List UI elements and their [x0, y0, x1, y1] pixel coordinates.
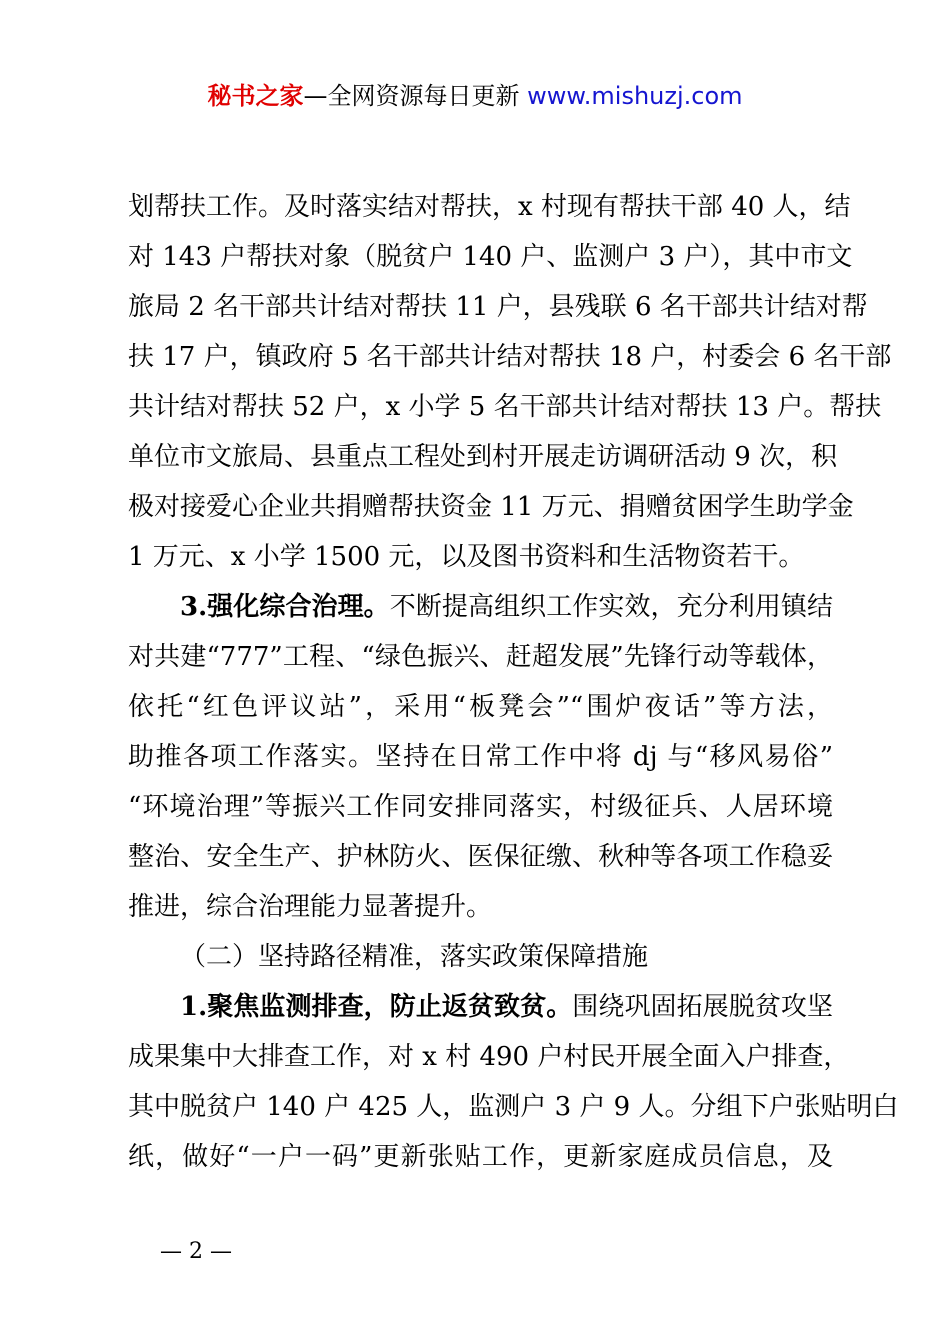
text-line: 极对接爱心企业共捐赠帮扶资金 11 万元、捐赠贫困学生助学金: [128, 492, 854, 522]
text-line: 成果集中大排查工作，对 x 村 490 户村民开展全面入户排查，: [128, 1042, 850, 1072]
paragraph-text: 围绕巩固拓展脱贫攻坚: [572, 992, 833, 1022]
text-line: 划帮扶工作。及时落实结对帮扶，x 村现有帮扶干部 40 人，结: [128, 192, 851, 222]
text-line: 推进，综合治理能力显著提升。: [128, 892, 493, 922]
text-line: 对共建“777”工程、“绿色振兴、赶超发展”先锋行动等载体，: [128, 642, 833, 672]
paragraph-text: 不断提高组织工作实效，充分利用镇结: [389, 592, 833, 622]
text-line: 1 万元、x 小学 1500 元，以及图书资料和生活物资若干。: [128, 542, 805, 572]
text-line: “环境治理”等振兴工作同安排同落实，村级征兵、人居环境: [128, 792, 833, 822]
paragraph-first-line: [128, 982, 833, 1032]
text-line: 助推各项工作落实。坚持在日常工作中将 dj 与“移风易俗”: [128, 742, 833, 772]
paragraph-first-line: [128, 582, 833, 632]
paragraph-heading: 3.强化综合治理。: [180, 592, 390, 622]
text-line: 纸，做好“一户一码”更新张贴工作，更新家庭成员信息，及: [128, 1142, 833, 1172]
text-line: 单位市文旅局、县重点工程处到村开展走访调研活动 9 次，积: [128, 442, 838, 472]
page-number: — 2 —: [160, 1239, 232, 1264]
paragraph-heading: 1.聚焦监测排查，防止返贫致贫。: [180, 992, 573, 1022]
text-line: 共计结对帮扶 52 户，x 小学 5 名干部共计结对帮扶 13 户。帮扶: [128, 392, 882, 422]
text-line: 扶 17 户，镇政府 5 名干部共计结对帮扶 18 户，村委会 6 名干部: [128, 342, 892, 372]
document-body: [128, 182, 899, 1182]
text-line: 依托“红色评议站”，采用“板凳会”“围炉夜话”等方法，: [128, 692, 833, 722]
text-line: 旅局 2 名干部共计结对帮扶 11 户，县残联 6 名干部共计结对帮: [128, 292, 868, 322]
page-header: [0, 80, 950, 112]
brand-name: 秘书之家: [207, 82, 304, 110]
text-line: 对 143 户帮扶对象（脱贫户 140 户、监测户 3 户），其中市文: [128, 242, 853, 272]
text-line: 其中脱贫户 140 户 425 人，监测户 3 户 9 人。分组下户张贴明白: [128, 1092, 899, 1122]
site-url-link[interactable]: www.mishuzj.com: [527, 82, 743, 110]
header-slogan: —全网资源每日更新: [303, 82, 528, 110]
text-line: 整治、安全生产、护林防火、医保征缴、秋种等各项工作稳妥: [128, 842, 833, 872]
section-heading: （二）坚持路径精准，落实政策保障措施: [180, 942, 649, 972]
